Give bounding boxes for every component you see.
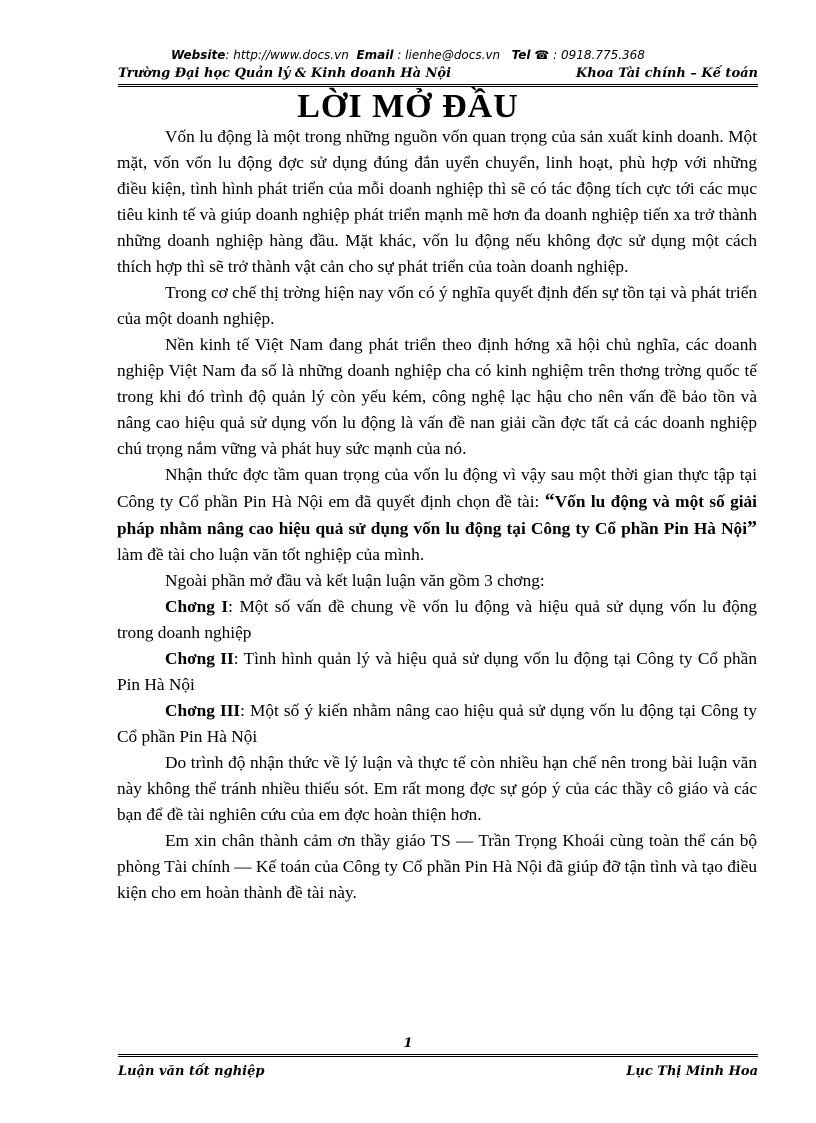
chapter-1-label: Chơng I xyxy=(165,597,229,616)
footer-author: Lục Thị Minh Hoa xyxy=(626,1064,758,1079)
paragraph: Vốn lu động là một trong những nguồn vốn quan trọng của sản xuất kinh doanh. Một mặt, vốn vốn lu động đợc sử dụng đúng đắn uyển chuyển, linh hoạt, phù hợp với những điều kiện, tình hình phát triển của mỗi doanh nghiệp thì sẽ có tác động tích cực tới các mục tiêu kinh tế và giúp doanh nghiệp phát triển mạnh mẽ hơn đa doanh nghiệp tiến xa trở thành những doanh nghiệp hàng đầu. Mặt khác, vốn lu động nếu không đợc sử dụng một cách thích hợp thì sẽ trở thành vật cản cho sự phát triển của toàn doanh nghiệp. xyxy=(117,127,757,276)
running-header xyxy=(118,66,758,87)
paragraph: Trong cơ chế thị trờng hiện nay vốn có ý nghĩa quyết định đến sự tồn tại và phát triển của một doanh nghiệp. xyxy=(117,283,757,328)
email-label: Email xyxy=(356,48,394,62)
topic-intro: Nhận thức đợc tầm quan trọng của vốn lu động vì vậy sau một thời gian thực tập tại Công ty Cổ phần Pin Hà Nội em đã quyết định chọn đề tài: xyxy=(117,465,757,511)
university-name: Trường Đại học Quản lý & Kinh doanh Hà Nội xyxy=(118,66,452,81)
paragraph: Nền kinh tế Việt Nam đang phát triển theo định hớng xã hội chủ nghĩa, các doanh nghiệp Việt Nam đa số là những doanh nghiệp cha có kinh nghiệm trên thơng trờng quốc tế trong khi đó trình độ quản lý còn yếu kém, công nghệ lạc hậu cho nên vấn đề bảo tồn và nâng cao hiệu quả sử dụng vốn lu động là vấn đề nan giải cần đợc tất cả các doanh nghiệp chú trọng nắm vững và phát huy sức mạnh của nó. xyxy=(117,335,757,458)
footer-document-type: Luận văn tốt nghiệp xyxy=(118,1064,265,1079)
chapter-1 xyxy=(117,594,757,646)
chapter-3-label: Chơng III xyxy=(165,701,241,720)
chapter-3-text: : Một số ý kiến nhằm nâng cao hiệu quả sử dụng vốn lu động tại Công ty Cổ phần Pin Hà Nội xyxy=(117,701,757,746)
tel-label: Tel xyxy=(511,48,531,62)
document-body xyxy=(117,124,757,906)
running-footer xyxy=(118,1054,758,1077)
chapter-2-text: : Tình hình quản lý và hiệu quả sử dụng vốn lu động tại Công ty Cổ phần Pin Hà Nội xyxy=(117,649,757,694)
phone-icon: ☎ xyxy=(534,48,550,62)
page-title: LỜI MỞ ĐẦU xyxy=(297,88,519,125)
tel-value: : 0918.775.368 xyxy=(553,48,645,62)
website-label: Website xyxy=(171,48,226,62)
paragraph-topic xyxy=(117,462,757,568)
chapter-1-text: : Một số vấn đề chung về vốn lu động và hiệu quả sử dụng vốn lu động trong doanh nghiệp xyxy=(117,597,757,642)
thesis-topic: Vốn lu động và một số giải pháp nhằm nâng cao hiệu quả sử dụng vốn lu động tại Công ty Cổ phần Pin Hà Nội xyxy=(117,492,757,538)
page-number: 1 xyxy=(403,1036,413,1051)
website-banner xyxy=(0,48,816,62)
faculty-name: Khoa Tài chính – Kế toán xyxy=(575,66,758,81)
topic-outro: làm đề tài cho luận văn tốt nghiệp của mình. xyxy=(117,545,425,564)
website-value: : http://www.docs.vn xyxy=(225,48,349,62)
email-value: : lienhe@docs.vn xyxy=(393,48,501,62)
paragraph: Em xin chân thành cảm ơn thầy giáo TS — Trần Trọng Khoái cùng toàn thể cán bộ phòng Tài chính — Kế toán của Công ty Cổ phần Pin Hà Nội đã giúp đỡ tận tình và tạo điều kiện cho em hoàn thành đề tài này. xyxy=(117,831,757,902)
paragraph: Do trình độ nhận thức về lý luận và thực tế còn nhiều hạn chế nên trong bài luận văn này không thể tránh nhiều thiếu sót. Em rất mong đợc sự góp ý của các thầy cô giáo và các bạn để đề tài nghiên cứu của em đợc hoàn thiện hơn. xyxy=(117,753,757,824)
chapter-2 xyxy=(117,646,757,698)
open-quote: “ xyxy=(544,490,555,512)
chapter-3 xyxy=(117,698,757,750)
chapter-2-label: Chơng II xyxy=(165,649,234,668)
close-quote: ” xyxy=(747,517,757,539)
paragraph: Ngoài phần mở đầu và kết luận luận văn gồm 3 chơng: xyxy=(165,571,545,590)
